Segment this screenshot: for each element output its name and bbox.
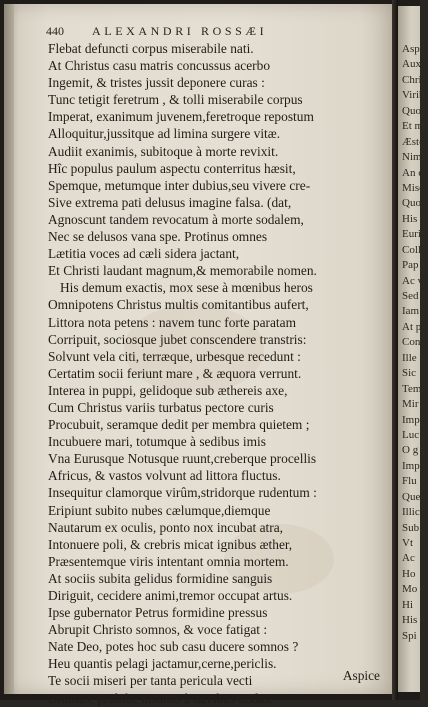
facing-page-fragment: Aspic (402, 43, 428, 55)
verse-line: Agnoscunt tandem revocatum à morte sodalem, (48, 211, 304, 227)
facing-page-fragment: His t (402, 212, 424, 225)
verse-line: Interea in puppi, gelidoque sub æthereis axe, (48, 382, 288, 398)
facing-page-fragment: Con (402, 336, 421, 349)
verse-line: Eripiunt subito nubes cælumque,diemque (48, 502, 271, 518)
verse-line: Ipse gubernator Petrus formidine pressus (48, 605, 268, 621)
facing-page-fragment: At p (402, 320, 422, 333)
verse-line: Tunc tetigit feretrum , & tolli miserabile corpus (48, 92, 303, 108)
facing-page-fragment: His (402, 614, 418, 627)
verse-line: Flebat defuncti corpus miserabile nati. (48, 41, 254, 56)
facing-page-fragment: Virib (402, 89, 425, 102)
verse-line: Heu quantis pelagi jactamur,cerne,periclis. (48, 656, 277, 672)
facing-page-fragment: Ille (402, 351, 417, 364)
facing-page-fragment: Chrif (402, 73, 426, 86)
facing-page-fragment: Et m (402, 120, 424, 133)
verse-line: Hîc populus paulum aspectu conterritus hæsit, (48, 160, 296, 176)
facing-page-fragment: Pap (402, 259, 419, 272)
verse-line: Solvunt vela citi, terræque, urbesque recedunt : (48, 348, 301, 364)
facing-page-fragment: Ac (402, 552, 415, 565)
facing-page-fragment: Flu (402, 475, 417, 488)
verse-line: Corripuit, sociosque jubet conscendere transtris: (48, 331, 307, 347)
running-head: ALEXANDRI ROSSÆI (92, 24, 268, 38)
verse-line: Vna Eurusque Notusque ruunt,creberque procellis (48, 451, 317, 467)
verse-line: Præsentemque viris intentant omnia mortem. (48, 553, 289, 569)
facing-page-fragment: Æste (402, 135, 424, 148)
facing-page-lines (398, 42, 428, 644)
verse-line: Alloquitur,jussitque ad limina surgere vitæ. (48, 126, 281, 142)
verse-line: Africus, & vastos volvunt ad littora fluctus. (48, 468, 281, 484)
facing-page-fragment: Illic (402, 506, 420, 519)
facing-page-fragment: Iam (402, 305, 420, 318)
facing-page-fragment: Sic (402, 367, 417, 380)
facing-page-fragment: Quo (402, 104, 421, 117)
catchword: Aspice (342, 668, 380, 683)
verse-line: Littora nota petens : navem tunc forte paratam (48, 314, 297, 330)
verse-line: Procubuit, seramque dedit per membra quietem ; (48, 417, 310, 433)
facing-page-fragment: Hi (402, 598, 413, 611)
facing-page-fragment: Imp (402, 459, 420, 472)
left-page (4, 4, 392, 706)
facing-page-fragment: Vt (402, 537, 413, 549)
page-edge (4, 4, 14, 694)
facing-page-fragment: Quo (402, 197, 421, 210)
verse-line: Nate Deo, potes hoc sub casu ducere somnos ? (48, 639, 299, 655)
facing-page-fragment: Ac v (402, 274, 424, 287)
facing-page-fragment: Tem (402, 382, 422, 395)
verse-line: Nautarum ex oculis, ponto nox incubat atra, (48, 519, 284, 535)
facing-page-fragment: Ho (402, 567, 416, 580)
verse-line: Certatim socii feriunt mare , & æquora verrunt. (48, 365, 302, 381)
verse-line: Sive extrema pati delusus imagine falsa. (dat, (48, 194, 292, 210)
verse-line: At sociis subita gelidus formidine sanguis (48, 570, 273, 586)
facing-page-fragment: Coll (402, 243, 421, 256)
verse-line: At Christus casu matris concussus acerbo (48, 58, 271, 74)
verse-line: Nec se delusos vana spe. Protinus omnes (48, 229, 268, 245)
facing-page-fragment: Nim (402, 151, 422, 164)
verse-line: Omnipotens Christus multis comitantibus aufert, (48, 297, 309, 313)
facing-page-fragment: Sub (402, 521, 420, 534)
facing-page-fragment: Mo (402, 583, 418, 596)
verse-line: Cum Christus variis turbatus pectore curis (48, 399, 274, 415)
facing-page-fragment: Euri (402, 228, 421, 241)
verse-line: Oramus, prohibe insanas à navibus undas. (48, 690, 273, 706)
verse-line: Imperat, exanimum juvenem,feretroque repostum (48, 109, 314, 125)
verse-line: Te socii miseri per tanta pericula vecti (48, 673, 253, 689)
facing-page-fragment: Auxil (402, 58, 428, 71)
facing-page-fragment: Spi (402, 629, 417, 642)
facing-page-fragment: An c (402, 166, 424, 179)
facing-page-fragment: Luc (402, 428, 420, 441)
verse-line: Spemque, metumque inter dubius,seu vivere cre- (48, 177, 311, 193)
verse-line: Insequitur clamorque virûm,stridorque rudentum : (48, 485, 317, 501)
verse-line: Abrupit Christo somnos, & voce fatigat : (48, 622, 268, 638)
page-number: 440 (46, 24, 64, 38)
facing-page-edge (398, 6, 428, 692)
verse-line: His demum exactis, mox sese à mœnibus heros (60, 280, 313, 296)
facing-page-fragment: Imp (402, 413, 420, 426)
verse-line: Audiit exanimis, subitoque à morte revixit. (48, 143, 279, 159)
verse-text-block (48, 40, 390, 707)
verse-line: Incubuere mari, totumque à sedibus imis (48, 434, 266, 450)
verse-line: Diriguit, cecidere animi,tremor occupat artus. (48, 588, 293, 603)
verse-line: Intonuere poli, & crebris micat ignibus æther, (48, 536, 293, 552)
facing-page-fragment: Mir (402, 398, 419, 411)
verse-line: Lætitia voces ad cæli sidera jactant, (48, 246, 240, 262)
verse-line: Et Christi laudant magnum,& memorabile nomen. (48, 263, 317, 279)
facing-page-fragment: Sed (402, 290, 419, 302)
facing-page-fragment: O g (402, 444, 419, 457)
verse-line: Ingemit, & tristes jussit deponere curas : (48, 75, 265, 91)
facing-page-fragment: Misc (402, 181, 424, 194)
facing-page-fragment: Que (402, 490, 421, 503)
